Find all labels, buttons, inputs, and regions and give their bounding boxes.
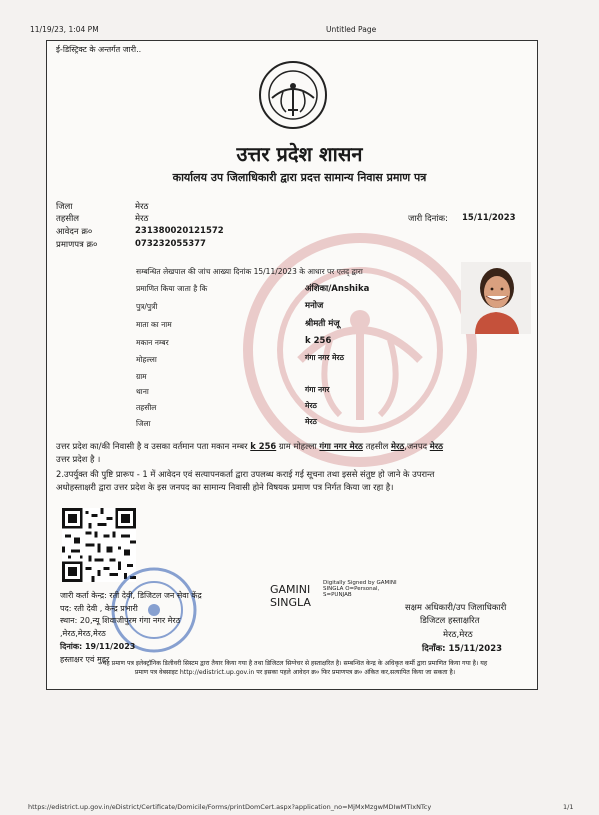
signer-name-line2: SINGLA xyxy=(270,596,311,609)
application-value: 231380020121572 xyxy=(135,226,224,236)
certificate-number-value: 073232055377 xyxy=(135,239,206,249)
field-label: प्रमाणित किया जाता है कि xyxy=(136,284,208,293)
field-label: मोहल्ला xyxy=(136,355,157,364)
para-house: k 256 xyxy=(250,441,277,451)
district-label: जिला xyxy=(56,202,73,212)
residence-paragraph xyxy=(56,440,526,466)
authority-line: मेरठ,मेरठ xyxy=(443,630,473,640)
applicant-photo xyxy=(461,262,531,334)
certificate-title: उत्तर प्रदेश शासन xyxy=(236,142,363,166)
footer-note xyxy=(60,659,530,677)
up-government-emblem xyxy=(258,60,328,130)
field-value: अंशिका/Anshika xyxy=(305,284,370,294)
field-label: तहसील xyxy=(136,403,157,412)
issuer-line: हस्ताक्षर एवं मुहर xyxy=(60,655,110,664)
issuer-line: जारी कर्ता केन्द्र: रती देवी, डिजिटल जन सेवा केंद्र xyxy=(60,591,202,600)
top-note: ई-डिस्ट्रिक्ट के अन्तर्गत जारी.. xyxy=(56,45,142,54)
authority-line: दिनाँक: 15/11/2023 xyxy=(422,644,503,654)
certificate-number-label: प्रमाणपत्र क्र० xyxy=(56,240,98,250)
para2-line1: 2.उपर्युक्त की पुष्टि प्रारूप - 1 में आवेदन एवं सत्यापनकर्ता द्वारा उपलब्ध कराई गई सूचना तथा इससे संतुष्ट हो जाने के उपरान्त xyxy=(56,469,435,479)
para-mohalla: गंगा नगर मेरठ xyxy=(319,441,363,451)
field-label: जिला xyxy=(136,419,151,428)
page-url: https://edistrict.up.gov.in/eDistrict/Certificate/Domicile/Forms/printDomCert.aspx?application_no=MjMxMzgwMDIwMTIxNTcy xyxy=(28,803,432,811)
field-label: मकान नम्बर xyxy=(136,338,169,347)
field-value: मेरठ xyxy=(305,401,317,410)
para-text: ग्राम मोहल्ला xyxy=(278,441,317,451)
para-district: मेरठ xyxy=(429,441,444,451)
certificate-subtitle: कार्यालय उप जिलाधिकारी द्वारा प्रदत्त सामान्य निवास प्रमाण पत्र xyxy=(172,171,427,184)
intro-line: सम्बन्धित लेखपाल की जांच आख्या दिनांक 15/11/2023 के आधार पर एतद् द्वारा xyxy=(136,267,363,276)
field-value: गंगा नगर xyxy=(305,385,330,394)
issue-date-label: जारी दिनांक: xyxy=(408,214,448,224)
signature-note-line: S=PUNJAB xyxy=(323,592,352,598)
authority-line: सक्षम अधिकारी/उप जिलाधिकारी xyxy=(405,603,507,613)
footer-line: प्रमाण पत्र वेबसाइट http://edistrict.up.gov.in पर इसका पहले आवेदन क्र० फिर प्रमाणपत्र क्र० अंकित कर,सत्यापित किया जा सकता है। xyxy=(134,669,456,676)
issuer-line: स्थान: 20,न्यू शिवाजीपुरम गंगा नगर मेरठ xyxy=(60,616,181,625)
para-text: ,जनपद xyxy=(404,441,428,451)
para-text: उत्तर प्रदेश है । xyxy=(56,454,101,464)
issuer-line: पद: रती देवी , केन्द्र प्रभारी xyxy=(60,604,138,613)
watermark-seal xyxy=(240,230,480,470)
field-label: ग्राम xyxy=(136,372,147,381)
field-label: थाना xyxy=(136,387,149,396)
issue-date-value: 15/11/2023 xyxy=(462,213,516,223)
para-text: तहसील xyxy=(365,441,389,451)
signature-note-line: Digitally Signed by GAMINI xyxy=(323,580,397,586)
tehsil-value: मेरठ xyxy=(135,214,149,224)
field-value: मनोज xyxy=(305,301,324,311)
field-value: k 256 xyxy=(305,336,332,346)
page-number: 1/1 xyxy=(563,803,574,811)
para2-line2: अधोहस्ताक्षरी द्वारा उत्तर प्रदेश के इस जनपद का सामान्य निवासी होने विषयक प्रमाण पत्र निर्गत किया जा रहा है। xyxy=(56,482,394,492)
footer-line: यह प्रमाण पत्र इलेक्ट्रॉनिक डिलीवरी सिस्टम द्वारा तैयार किया गया है तथा डिजिटल सिग्नेचर से हस्ताक्षरित है। सम्बन्धित केन्द्र के अधिकृत कर्मी द्वारा प्रमाणित किया गया है। यह xyxy=(102,660,488,667)
issuer-line: दिनांक: 19/11/2023 xyxy=(60,642,136,651)
district-value: मेरठ xyxy=(135,202,149,212)
para-text: उत्तर प्रदेश का/की निवासी है व उसका वर्तमान पता मकान नम्बर xyxy=(56,441,248,451)
field-label: पुत्र/पुत्री xyxy=(136,302,158,311)
field-label: माता का नाम xyxy=(136,320,172,329)
para-tehsil: मेरठ xyxy=(390,441,405,451)
signature-note xyxy=(323,580,397,598)
signer-name xyxy=(270,583,311,609)
header-title: Untitled Page xyxy=(326,25,377,34)
signature-note-line: SINGLA O=Personal, xyxy=(323,586,380,592)
application-label: आवेदन क्र० xyxy=(56,227,93,237)
signer-name-line1: GAMINI xyxy=(270,583,311,596)
field-value: मेरठ xyxy=(305,417,317,426)
verification-paragraph xyxy=(56,468,526,494)
issuer-line: ,मेरठ,मेरठ,मेरठ xyxy=(60,629,106,638)
field-value: श्रीमती मंजू xyxy=(305,319,340,329)
field-value: गंगा नगर मेरठ xyxy=(305,353,344,362)
header-datetime: 11/19/23, 1:04 PM xyxy=(30,25,99,34)
tehsil-label: तहसील xyxy=(56,214,80,224)
authority-line: डिजिटल हस्ताक्षरित xyxy=(420,616,480,626)
